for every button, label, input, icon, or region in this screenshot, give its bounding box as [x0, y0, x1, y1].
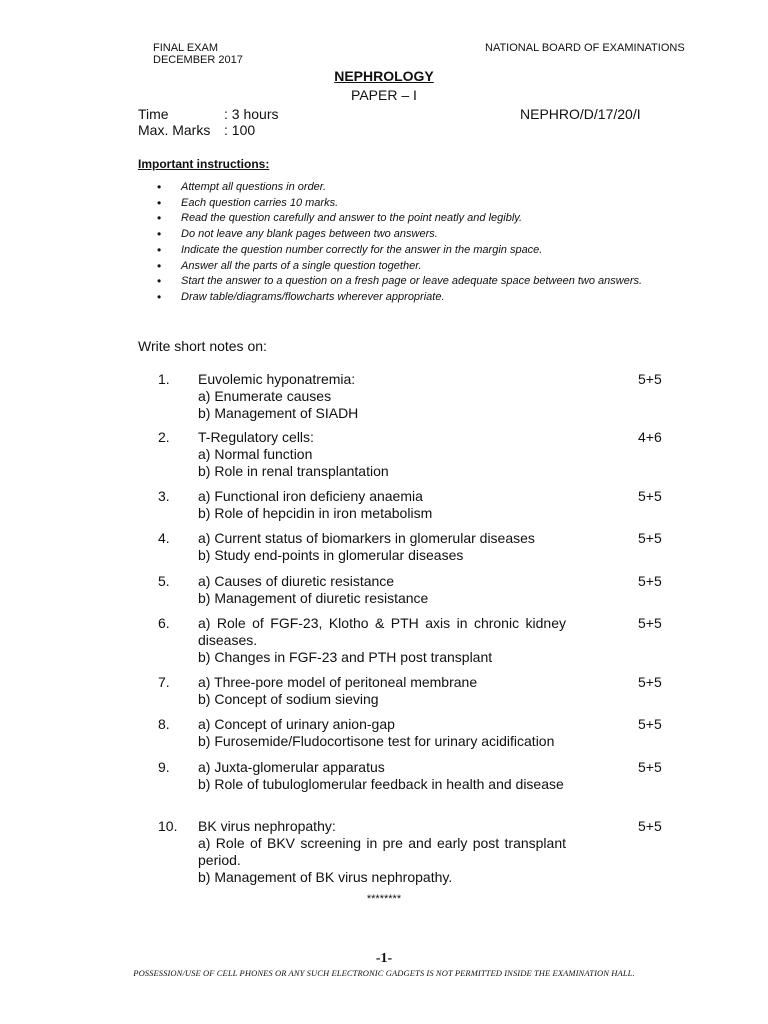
- question-marks: 5+5: [638, 759, 662, 775]
- max-marks-label: Max. Marks: [138, 122, 211, 138]
- instruction-item: • Each question carries 10 marks.: [138, 196, 648, 212]
- instruction-item: • Draw table/diagrams/flowcharts wherever appropriate.: [138, 290, 648, 306]
- question-number: 4.: [158, 530, 170, 546]
- time-row: [138, 106, 278, 122]
- question-text: a) Three-pore model of peritoneal membrane b) Concept of sodium sieving: [198, 674, 478, 707]
- instruction-item: • Attempt all questions in order.: [138, 180, 648, 196]
- short-notes-heading: Write short notes on:: [138, 338, 267, 354]
- time-value: : 3 hours: [224, 106, 279, 122]
- question-text: a) Functional iron deficieny anaemia b) Role of hepcidin in iron metabolism: [198, 488, 433, 521]
- instruction-item: • Start the answer to a question on a fresh page or leave adequate space between two answers.: [138, 274, 648, 290]
- instruction-item: • Indicate the question number correctly for the answer in the margin space.: [138, 243, 648, 259]
- question-marks: 5+5: [638, 530, 662, 546]
- question-text: T-Regulatory cells: a) Normal function b) Role in renal transplantation: [198, 429, 389, 479]
- question-number: 6.: [158, 615, 170, 631]
- question-number: 8.: [158, 716, 170, 732]
- max-marks-value: : 100: [224, 122, 256, 138]
- board-name: NATIONAL BOARD OF EXAMINATIONS: [485, 42, 685, 54]
- paper-code: NEPHRO/D/17/20/I: [520, 106, 641, 122]
- question-number: 3.: [158, 488, 170, 504]
- question-marks: 5+5: [638, 573, 662, 589]
- instructions-list: [138, 180, 648, 306]
- question-text: a) Causes of diuretic resistance b) Management of diuretic resistance: [198, 573, 429, 606]
- paper-label: PAPER – I: [351, 87, 417, 103]
- question-text: a) Concept of urinary anion-gap b) Furosemide/Fludocortisone test for urinary acidification: [198, 716, 555, 749]
- question-text: a) Current status of biomarkers in glomerular diseases b) Study end-points in glomerular diseases: [198, 530, 535, 563]
- question-marks: 5+5: [638, 488, 662, 504]
- exam-date: DECEMBER 2017: [153, 54, 243, 66]
- max-marks-row: [138, 122, 255, 138]
- question-number: 2.: [158, 429, 170, 445]
- question-marks: 5+5: [638, 716, 662, 732]
- footer-notice: POSSESSION/USE OF CELL PHONES OR ANY SUCH ELECTRONIC GADGETS IS NOT PERMITTED INSIDE THE EXAMINATION HALL.: [133, 968, 635, 978]
- question-marks: 5+5: [638, 674, 662, 690]
- exam-type: FINAL EXAM: [153, 42, 218, 54]
- time-label: Time: [138, 106, 169, 122]
- question-marks: 5+5: [638, 615, 662, 631]
- question-text: a) Role of FGF-23, Klotho & PTH axis in chronic kidney diseases. b) Changes in FGF-23 and PTH post transplant: [198, 615, 566, 665]
- end-marker: ********: [366, 893, 402, 905]
- instructions-heading: Important instructions:: [138, 157, 270, 171]
- question-marks: 5+5: [638, 371, 662, 387]
- question-number: 9.: [158, 759, 170, 775]
- instruction-item: • Do not leave any blank pages between two answers.: [138, 227, 648, 243]
- page-number: -1-: [375, 951, 393, 966]
- question-number: 1.: [158, 371, 170, 387]
- question-number: 7.: [158, 674, 170, 690]
- instruction-item: • Read the question carefully and answer to the point neatly and legibly.: [138, 211, 648, 227]
- question-marks: 5+5: [638, 818, 662, 834]
- question-number: 10.: [158, 818, 178, 834]
- question-text: Euvolemic hyponatremia: a) Enumerate causes b) Management of SIADH: [198, 371, 359, 421]
- instruction-item: • Answer all the parts of a single question together.: [138, 259, 648, 275]
- question-number: 5.: [158, 573, 170, 589]
- question-marks: 4+6: [638, 429, 662, 445]
- subject-title: NEPHROLOGY: [334, 68, 434, 84]
- question-text: a) Juxta-glomerular apparatus b) Role of tubuloglomerular feedback in health and disease: [198, 759, 564, 792]
- exam-header-left: [153, 42, 243, 66]
- question-text: BK virus nephropathy: a) Role of BKV screening in pre and early post transplant period. b) Management of BK virus nephropathy.: [198, 818, 566, 885]
